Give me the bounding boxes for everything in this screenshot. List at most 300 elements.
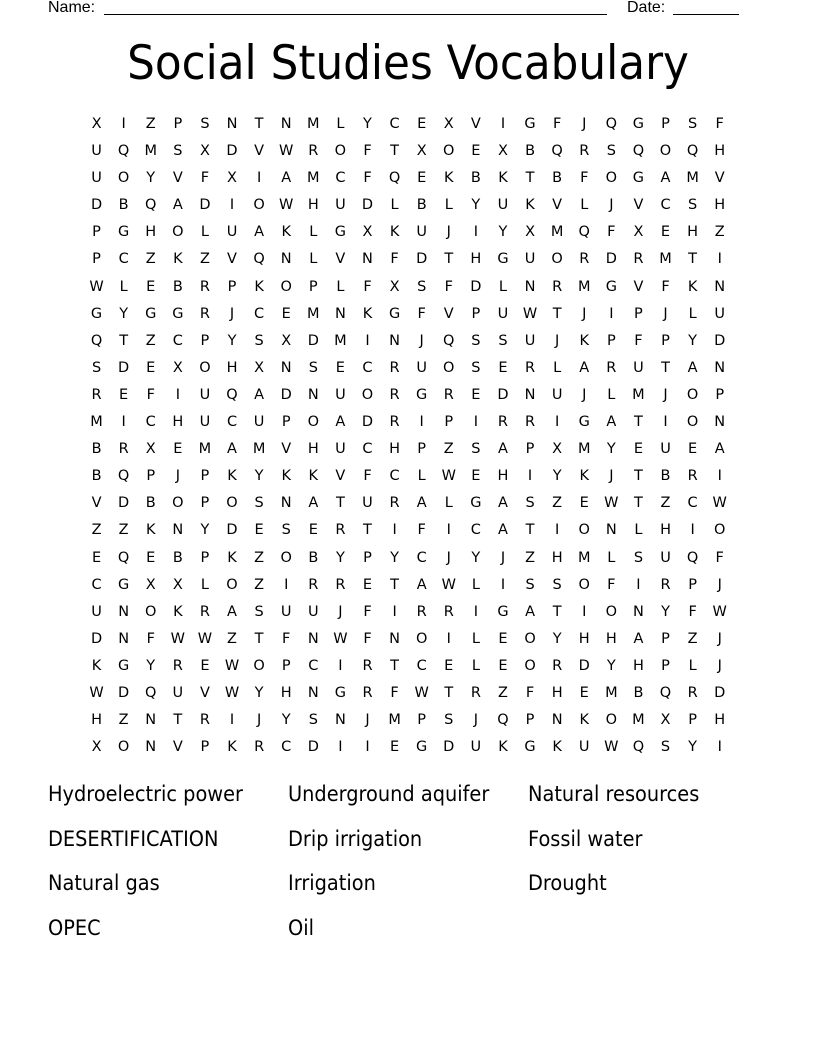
grid-letter[interactable]: L	[444, 495, 453, 512]
grid-letter[interactable]: U	[633, 359, 644, 376]
grid-letter[interactable]: W	[224, 657, 240, 674]
grid-letter[interactable]: K	[308, 468, 319, 485]
grid-letter[interactable]: T	[633, 495, 643, 512]
grid-letter[interactable]: Y	[498, 224, 508, 241]
grid-letter[interactable]: Z	[227, 630, 237, 647]
grid-letter[interactable]: M	[334, 332, 347, 349]
grid-letter[interactable]: I	[609, 305, 614, 322]
grid-letter[interactable]: F	[607, 576, 616, 593]
grid-letter[interactable]: F	[200, 170, 210, 187]
grid-letter[interactable]: N	[280, 116, 292, 132]
grid-letter[interactable]: H	[714, 712, 726, 729]
grid-letter[interactable]: E	[471, 143, 481, 160]
grid-letter[interactable]: A	[606, 414, 617, 431]
grid-letter[interactable]: C	[335, 170, 346, 187]
grid-letter[interactable]: S	[444, 712, 454, 729]
grid-letter[interactable]: B	[91, 441, 102, 458]
grid-letter[interactable]: Q	[117, 468, 130, 485]
grid-letter[interactable]: M	[605, 684, 618, 701]
grid-letter[interactable]: Q	[632, 739, 645, 756]
grid-letter[interactable]: N	[632, 603, 644, 620]
grid-letter[interactable]: B	[172, 549, 183, 566]
grid-letter[interactable]: O	[307, 414, 319, 431]
grid-letter[interactable]: P	[200, 739, 210, 756]
grid-letter[interactable]: M	[632, 712, 645, 729]
grid-letter[interactable]: H	[145, 224, 157, 241]
grid-letter[interactable]: B	[416, 197, 427, 214]
grid-letter[interactable]: K	[444, 170, 454, 187]
grid-letter[interactable]: D	[280, 386, 292, 403]
grid-letter[interactable]: W	[604, 495, 619, 512]
grid-letter[interactable]: K	[579, 468, 589, 485]
grid-letter[interactable]: J	[582, 386, 587, 403]
grid-letter[interactable]: H	[687, 224, 699, 241]
grid-letter[interactable]: R	[389, 495, 400, 512]
grid-letter[interactable]: L	[444, 197, 453, 214]
grid-letter[interactable]: G	[632, 170, 645, 187]
grid-letter[interactable]: H	[172, 414, 184, 431]
grid-letter[interactable]: Y	[227, 332, 237, 349]
grid-letter[interactable]: T	[335, 495, 345, 512]
grid-letter[interactable]: F	[390, 684, 399, 701]
grid-letter[interactable]: P	[417, 441, 427, 458]
grid-letter[interactable]: U	[551, 386, 563, 403]
grid-letter[interactable]: H	[470, 251, 482, 268]
grid-letter[interactable]: P	[146, 468, 156, 485]
grid-letter[interactable]: F	[688, 603, 697, 620]
grid-letter[interactable]: K	[552, 739, 562, 756]
grid-letter[interactable]: T	[390, 657, 399, 674]
grid-letter[interactable]: I	[229, 712, 235, 729]
grid-letter[interactable]: V	[335, 468, 346, 485]
grid-letter[interactable]: E	[308, 522, 318, 539]
grid-letter[interactable]: K	[498, 739, 508, 756]
grid-letter[interactable]: Q	[117, 549, 130, 566]
grid-letter[interactable]: R	[389, 414, 400, 431]
grid-letter[interactable]: A	[497, 441, 508, 458]
grid-letter[interactable]: I	[175, 386, 180, 403]
grid-letter[interactable]: U	[524, 332, 536, 349]
grid-letter[interactable]: E	[660, 224, 671, 241]
grid-letter[interactable]: P	[417, 712, 427, 729]
grid-letter[interactable]: X	[443, 116, 454, 132]
grid-letter[interactable]: J	[717, 657, 722, 674]
grid-letter[interactable]: R	[687, 468, 698, 485]
grid-letter[interactable]: A	[497, 495, 508, 512]
grid-letter[interactable]: N	[334, 305, 346, 322]
grid-letter[interactable]: O	[578, 522, 590, 539]
grid-letter[interactable]: K	[173, 251, 183, 268]
grid-letter[interactable]: W	[89, 278, 104, 295]
grid-letter[interactable]: N	[524, 386, 536, 403]
grid-letter[interactable]: D	[361, 414, 374, 431]
grid-letter[interactable]: J	[717, 576, 722, 593]
grid-letter[interactable]: R	[199, 603, 210, 620]
grid-letter[interactable]: A	[497, 522, 508, 539]
grid-letter[interactable]: D	[443, 739, 455, 756]
grid-letter[interactable]: M	[686, 170, 699, 187]
grid-letter[interactable]: R	[335, 576, 346, 593]
grid-letter[interactable]: Q	[659, 684, 672, 701]
grid-letter[interactable]: V	[91, 495, 102, 512]
grid-letter[interactable]: P	[200, 332, 210, 349]
grid-letter[interactable]: C	[389, 468, 400, 485]
grid-letter[interactable]: X	[145, 441, 156, 458]
grid-letter[interactable]: I	[582, 603, 587, 620]
grid-letter[interactable]: Z	[714, 224, 725, 241]
grid-letter[interactable]: N	[307, 684, 319, 701]
grid-letter[interactable]: G	[605, 278, 617, 295]
grid-letter[interactable]: T	[525, 170, 535, 187]
grid-letter[interactable]: I	[555, 522, 560, 539]
grid-letter[interactable]: M	[632, 386, 645, 403]
grid-letter[interactable]: F	[607, 224, 616, 241]
grid-letter[interactable]: Y	[688, 332, 698, 349]
grid-letter[interactable]: Y	[606, 441, 616, 458]
grid-letter[interactable]: O	[280, 549, 292, 566]
grid-letter[interactable]: P	[92, 251, 101, 268]
grid-letter[interactable]: K	[579, 712, 589, 729]
grid-letter[interactable]: U	[660, 549, 671, 566]
grid-letter[interactable]: W	[279, 143, 294, 160]
grid-letter[interactable]: V	[714, 170, 725, 187]
grid-letter[interactable]: A	[579, 359, 590, 376]
grid-letter[interactable]: C	[470, 522, 481, 539]
grid-letter[interactable]: C	[118, 251, 129, 268]
grid-letter[interactable]: F	[715, 549, 724, 566]
grid-letter[interactable]: I	[121, 116, 126, 132]
grid-letter[interactable]: U	[91, 603, 102, 620]
grid-letter[interactable]: N	[524, 278, 536, 295]
grid-letter[interactable]: E	[254, 522, 264, 539]
grid-letter[interactable]: M	[198, 441, 212, 458]
grid-letter[interactable]: F	[363, 603, 372, 620]
grid-letter[interactable]: I	[392, 603, 397, 620]
grid-letter[interactable]: G	[388, 305, 401, 322]
grid-letter[interactable]: U	[280, 603, 292, 620]
grid-letter[interactable]: E	[633, 441, 643, 458]
grid-letter[interactable]: G	[578, 414, 590, 431]
grid-letter[interactable]: Z	[525, 549, 536, 566]
grid-letter[interactable]: Z	[254, 576, 265, 593]
grid-letter[interactable]: B	[525, 143, 536, 160]
grid-letter[interactable]: R	[525, 414, 536, 431]
grid-letter[interactable]: F	[525, 684, 535, 701]
grid-letter[interactable]: U	[91, 143, 102, 160]
grid-letter[interactable]: U	[524, 251, 536, 268]
grid-letter[interactable]: P	[281, 414, 291, 431]
grid-letter[interactable]: E	[281, 305, 291, 322]
grid-letter[interactable]: E	[498, 657, 508, 674]
grid-letter[interactable]: J	[338, 603, 343, 620]
grid-letter[interactable]: Y	[688, 739, 698, 756]
grid-letter[interactable]: S	[660, 739, 671, 756]
grid-letter[interactable]: E	[579, 684, 589, 701]
grid-letter[interactable]: V	[254, 143, 265, 160]
grid-letter[interactable]: S	[254, 603, 264, 620]
grid-letter[interactable]: G	[524, 739, 536, 756]
grid-letter[interactable]: I	[717, 739, 722, 756]
grid-letter[interactable]: R	[308, 576, 319, 593]
grid-letter[interactable]: O	[578, 576, 590, 593]
grid-letter[interactable]: Y	[146, 170, 156, 187]
grid-letter[interactable]: T	[525, 522, 535, 539]
grid-letter[interactable]: O	[145, 603, 157, 620]
grid-letter[interactable]: H	[660, 522, 671, 539]
grid-letter[interactable]: Z	[660, 495, 671, 512]
grid-letter[interactable]: Z	[145, 251, 156, 268]
date-blank-line[interactable]	[673, 14, 739, 15]
grid-letter[interactable]: N	[605, 522, 617, 539]
grid-letter[interactable]: W	[522, 305, 538, 322]
grid-letter[interactable]: I	[338, 657, 343, 674]
grid-letter[interactable]: Q	[90, 332, 103, 349]
grid-letter[interactable]: P	[634, 305, 643, 322]
grid-letter[interactable]: C	[226, 414, 238, 431]
grid-letter[interactable]: T	[633, 414, 643, 431]
grid-letter[interactable]: K	[91, 657, 102, 674]
grid-letter[interactable]: I	[555, 414, 560, 431]
grid-letter[interactable]: K	[498, 170, 508, 187]
grid-letter[interactable]: U	[362, 495, 373, 512]
grid-letter[interactable]: F	[552, 116, 562, 132]
grid-letter[interactable]: H	[307, 441, 319, 458]
grid-letter[interactable]: Z	[145, 332, 156, 349]
grid-letter[interactable]: K	[173, 603, 183, 620]
grid-letter[interactable]: S	[525, 495, 535, 512]
grid-letter[interactable]: O	[172, 495, 184, 512]
grid-letter[interactable]: Z	[552, 495, 563, 512]
grid-letter[interactable]: B	[308, 549, 319, 566]
grid-letter[interactable]: A	[335, 414, 346, 431]
grid-letter[interactable]: P	[92, 224, 101, 241]
grid-letter[interactable]: L	[634, 522, 643, 539]
grid-letter[interactable]: L	[580, 197, 589, 214]
grid-letter[interactable]: L	[309, 251, 318, 268]
grid-letter[interactable]: U	[199, 414, 211, 431]
grid-letter[interactable]: R	[497, 414, 508, 431]
grid-letter[interactable]: N	[280, 251, 292, 268]
grid-letter[interactable]: A	[714, 441, 725, 458]
grid-letter[interactable]: D	[714, 684, 726, 701]
grid-letter[interactable]: U	[416, 224, 427, 241]
grid-letter[interactable]: O	[686, 386, 699, 403]
grid-letter[interactable]: K	[281, 468, 291, 485]
grid-letter[interactable]: X	[416, 143, 427, 160]
grid-letter[interactable]: Z	[118, 712, 129, 729]
grid-letter[interactable]: Y	[390, 549, 399, 566]
grid-letter[interactable]: V	[470, 116, 481, 132]
grid-letter[interactable]: E	[362, 576, 373, 593]
grid-letter[interactable]: A	[172, 197, 183, 214]
grid-letter[interactable]: I	[446, 522, 451, 539]
grid-letter[interactable]: R	[199, 305, 210, 322]
grid-letter[interactable]: M	[90, 414, 103, 431]
grid-letter[interactable]: I	[663, 414, 668, 431]
grid-letter[interactable]: S	[281, 522, 291, 539]
grid-letter[interactable]: G	[416, 739, 428, 756]
grid-letter[interactable]: I	[284, 576, 289, 593]
grid-letter[interactable]: L	[607, 549, 616, 566]
grid-letter[interactable]: E	[146, 359, 156, 376]
grid-letter[interactable]: F	[661, 278, 670, 295]
grid-letter[interactable]: E	[146, 549, 156, 566]
grid-letter[interactable]: P	[525, 712, 535, 729]
grid-letter[interactable]: Y	[552, 630, 562, 647]
grid-letter[interactable]: C	[145, 414, 156, 431]
grid-letter[interactable]: F	[634, 332, 643, 349]
grid-letter[interactable]: R	[199, 712, 210, 729]
grid-letter[interactable]: S	[471, 441, 481, 458]
grid-letter[interactable]: G	[334, 684, 347, 701]
grid-letter[interactable]: M	[307, 170, 320, 187]
grid-letter[interactable]: O	[605, 170, 618, 187]
grid-letter[interactable]: U	[714, 305, 726, 322]
grid-letter[interactable]: R	[254, 739, 265, 756]
grid-letter[interactable]: X	[91, 116, 102, 132]
grid-letter[interactable]: N	[551, 712, 563, 729]
grid-letter[interactable]: W	[170, 630, 185, 647]
grid-letter[interactable]: D	[90, 197, 103, 214]
grid-letter[interactable]: A	[416, 576, 427, 593]
grid-letter[interactable]: U	[172, 684, 184, 701]
grid-letter[interactable]: G	[497, 603, 509, 620]
grid-letter[interactable]: F	[580, 170, 589, 187]
grid-letter[interactable]: I	[256, 170, 262, 187]
grid-letter[interactable]: W	[333, 630, 348, 647]
grid-letter[interactable]: Y	[281, 712, 291, 729]
grid-letter[interactable]: Y	[254, 468, 264, 485]
grid-letter[interactable]: R	[362, 684, 373, 701]
grid-letter[interactable]: L	[119, 278, 128, 295]
grid-letter[interactable]: Y	[471, 549, 481, 566]
grid-letter[interactable]: N	[714, 359, 726, 376]
grid-letter[interactable]: C	[389, 116, 400, 132]
grid-letter[interactable]: W	[604, 739, 619, 756]
grid-letter[interactable]: Z	[254, 549, 265, 566]
grid-letter[interactable]: R	[633, 251, 644, 268]
grid-letter[interactable]: K	[579, 332, 589, 349]
grid-letter[interactable]: R	[172, 657, 183, 674]
grid-letter[interactable]: V	[443, 305, 454, 322]
grid-letter[interactable]: M	[577, 278, 591, 295]
grid-letter[interactable]: D	[605, 251, 617, 268]
grid-letter[interactable]: S	[633, 549, 644, 566]
grid-letter[interactable]: Q	[117, 143, 130, 160]
grid-letter[interactable]: I	[121, 414, 126, 431]
grid-letter[interactable]: H	[497, 468, 509, 485]
grid-letter[interactable]: X	[633, 224, 644, 241]
grid-letter[interactable]: B	[470, 170, 481, 187]
grid-letter[interactable]: X	[91, 739, 102, 756]
grid-letter[interactable]: Y	[661, 603, 670, 620]
grid-letter[interactable]: Q	[605, 116, 618, 132]
grid-letter[interactable]: F	[363, 630, 372, 647]
grid-letter[interactable]: Y	[254, 684, 264, 701]
grid-letter[interactable]: O	[713, 522, 726, 539]
grid-letter[interactable]: F	[390, 251, 399, 268]
grid-letter[interactable]: P	[200, 468, 210, 485]
grid-letter[interactable]: G	[416, 386, 428, 403]
grid-letter[interactable]: Y	[335, 549, 345, 566]
grid-letter[interactable]: R	[443, 603, 454, 620]
grid-letter[interactable]: J	[473, 712, 478, 729]
grid-letter[interactable]: R	[389, 359, 400, 376]
grid-letter[interactable]: Z	[145, 116, 156, 132]
grid-letter[interactable]: L	[553, 359, 562, 376]
grid-letter[interactable]: W	[441, 468, 456, 485]
grid-letter[interactable]: I	[365, 739, 370, 756]
grid-letter[interactable]: T	[254, 630, 264, 647]
grid-letter[interactable]: T	[661, 359, 670, 376]
grid-letter[interactable]: P	[525, 441, 535, 458]
grid-letter[interactable]: A	[254, 386, 265, 403]
grid-letter[interactable]: O	[172, 224, 184, 241]
grid-letter[interactable]: Z	[687, 630, 698, 647]
grid-letter[interactable]: G	[524, 116, 536, 132]
grid-letter[interactable]: X	[227, 170, 237, 187]
grid-letter[interactable]: Q	[551, 143, 563, 160]
grid-letter[interactable]: H	[551, 549, 563, 566]
grid-letter[interactable]: E	[498, 630, 508, 647]
grid-letter[interactable]: A	[687, 359, 698, 376]
grid-letter[interactable]: R	[91, 386, 102, 403]
grid-letter[interactable]: H	[632, 657, 644, 674]
grid-letter[interactable]: T	[688, 251, 698, 268]
grid-letter[interactable]: I	[419, 414, 424, 431]
grid-letter[interactable]: N	[334, 712, 346, 729]
grid-letter[interactable]: O	[117, 170, 130, 187]
grid-letter[interactable]: P	[661, 116, 670, 132]
grid-letter[interactable]: B	[552, 170, 563, 187]
grid-letter[interactable]: P	[471, 305, 481, 322]
grid-letter[interactable]: E	[579, 495, 589, 512]
grid-letter[interactable]: N	[714, 414, 726, 431]
grid-letter[interactable]: Z	[443, 441, 454, 458]
grid-letter[interactable]: E	[471, 468, 481, 485]
grid-letter[interactable]: M	[252, 441, 266, 458]
grid-letter[interactable]: S	[525, 576, 535, 593]
grid-letter[interactable]: D	[714, 332, 726, 349]
grid-letter[interactable]: K	[227, 549, 237, 566]
grid-letter[interactable]: L	[309, 224, 318, 241]
grid-letter[interactable]: M	[577, 549, 591, 566]
grid-letter[interactable]: U	[416, 359, 427, 376]
grid-letter[interactable]: A	[227, 441, 237, 458]
grid-letter[interactable]: R	[579, 143, 590, 160]
grid-letter[interactable]: Q	[632, 143, 645, 160]
grid-letter[interactable]: A	[633, 630, 644, 647]
grid-letter[interactable]: P	[688, 712, 697, 729]
grid-letter[interactable]: V	[633, 278, 644, 295]
grid-letter[interactable]: D	[497, 386, 509, 403]
grid-letter[interactable]: N	[226, 116, 238, 132]
grid-letter[interactable]: D	[416, 251, 428, 268]
grid-letter[interactable]: E	[389, 739, 400, 756]
grid-letter[interactable]: V	[281, 441, 292, 458]
grid-letter[interactable]: E	[91, 549, 102, 566]
grid-letter[interactable]: U	[578, 739, 590, 756]
grid-letter[interactable]: J	[663, 386, 668, 403]
grid-letter[interactable]: U	[497, 197, 509, 214]
grid-letter[interactable]: P	[444, 414, 454, 431]
grid-letter[interactable]: X	[145, 576, 156, 593]
grid-letter[interactable]: H	[578, 630, 590, 647]
grid-letter[interactable]: H	[714, 143, 726, 160]
grid-letter[interactable]: N	[145, 712, 157, 729]
grid-letter[interactable]: B	[91, 468, 102, 485]
grid-letter[interactable]: S	[91, 359, 102, 376]
